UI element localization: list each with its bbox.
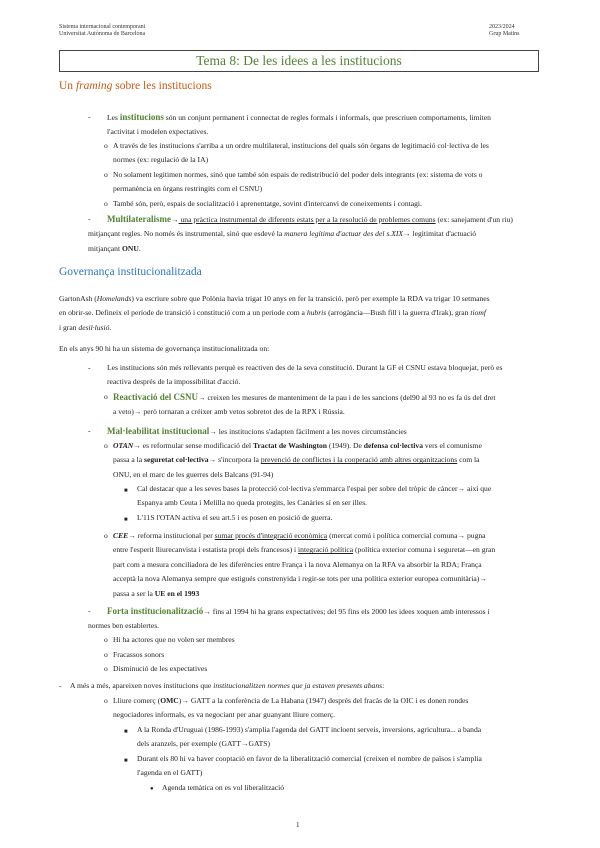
item-new-institutions: A més a més, apareixen noves institucions que institucionalitzen normes que ja estaven presents abans: — [70, 681, 385, 690]
header-right — [489, 24, 520, 38]
item-malleability: Mal·leabilitat institucional→ les institucions s'adapten fàcilment a les noves circumstàncies — [107, 426, 407, 436]
dash-bullet: - — [88, 606, 91, 615]
square-bullet: ■ — [124, 488, 128, 494]
sub-item-expectations: Disminució de les expectatives — [113, 664, 208, 673]
circle-bullet: o — [104, 141, 108, 150]
sub-sub-item-80s: Durant els 80 hi va haver cooptació en favor de la liberalització comercial (creixen el nombre de països i s'amplia l'agenda en el GATT) — [137, 754, 482, 778]
section-heading-framing: Un framing sobre les institucions — [59, 80, 212, 92]
sub-item-otan: OTAN→ es reformular sense modificació del Tractat de Washington (1949). De defensa col·lectiva vers el comunisme passa a la seguretat col·lectiva→ s'incorpora la prevenció de conflictes i la cooperació amb altres organitzacions com la ONU, en el marc de les guerres dels Balcans (91-94) — [113, 441, 482, 479]
dash-bullet: - — [88, 363, 91, 372]
circle-bullet: o — [104, 392, 108, 401]
circle-bullet: o — [104, 199, 108, 208]
circle-bullet: o — [104, 635, 108, 644]
circle-bullet: o — [104, 170, 108, 179]
disc-bullet: ● — [150, 786, 154, 792]
square-bullet: ■ — [124, 758, 128, 764]
sub-item-cee: CEE→ reforma institucional per sumar procés d'integració econòmica (mercat comú i política comercial comuna→ pugna entre l'esperit lliurecanvista i estatista propi dels francesos) i integració política (política exterior comuna i seguretat—en gran part com a mesura conciliadora de les diferències entre França i la nova Alemanya on la RFA va absorbir la RDA; França acceptà la nova Alemanya sempre que estigués constrenyida i regir-se tots per una política exterior europea comunitària)→ passa a ser la UE en el 1993 — [113, 531, 496, 598]
sub-sub-sub-item-agenda: Agenda temàtica on es vol liberalització — [162, 783, 285, 792]
page-title: Tema 8: De les idees a les institucions — [59, 50, 539, 72]
header-group: Grup Matins — [489, 31, 520, 38]
sub-item-free-trade: Lliure comerç (OMC)→ GATT a la conferència de La Habana (1947) després del fracàs de la OIC i es donen rondes negociadores informals, es va negociant per anar guanyant lliure comerç. — [113, 696, 469, 720]
section-heading-governance: Governança institucionalitzada — [59, 266, 202, 278]
paragraph-90s: En els anys 90 hi ha un sistema de governança institucionalitzada on: — [59, 344, 270, 353]
circle-bullet: o — [104, 696, 108, 705]
dash-bullet: - — [88, 426, 91, 435]
circle-bullet: o — [104, 531, 108, 540]
paragraph-institutions: Les institucions són un conjunt permanent i connectat de regles formals i informals, que prescriuen comportaments, limiten l'activitat i modelen expectatives. — [107, 112, 491, 137]
sub-item-socialization: També són, però, espais de socialització i aprenentatge, sovint d'intercanvi de coneixements i contagi. — [113, 199, 422, 208]
header-course: Sistema internacional contemporani — [59, 24, 146, 30]
sub-item-non-members: Hi ha actores que no volen ser membres — [113, 635, 235, 644]
circle-bullet: o — [104, 650, 108, 659]
item-reactivation: Les institucions són més rellevants perquè es reactiven des de la seva constitució. Durant la GF el CSNU estava bloquejat, però es reactiva després de la impossibilitat d'acció. — [107, 363, 503, 387]
circle-bullet: o — [104, 664, 108, 673]
circle-bullet: o — [104, 441, 108, 450]
page-number: 1 — [296, 821, 300, 829]
square-bullet: ■ — [124, 729, 128, 735]
header-left — [59, 24, 145, 38]
item-strong-institutionalization: Forta institucionalització→ fins al 1994 hi ha grans expectatives; del 95 fins els 2000 les idees xoquen amb interessos i normes ben establertes. — [88, 606, 490, 631]
sub-sub-item-11s: L'11S l'OTAN activa el seu art.5 i es posen en posició de guerra. — [137, 513, 333, 522]
dash-bullet: - — [59, 681, 62, 690]
sub-sub-item-uruguay: A la Ronda d'Uruguai (1986-1993) s'amplia l'agenda del GATT incloent serveis, inversions, agricultura... a banda dels aranzels, per exemple (GATT→GATS) — [137, 725, 482, 749]
sub-item-failures: Fracassos sonors — [113, 650, 165, 659]
header-year: 2023/2024 — [489, 24, 515, 30]
sub-sub-item-cancer: Cal destacar que a les seves bases la protecció col·lectiva s'emmarca l'espai per sobre del tròpic de càncer→ així que Espanya amb Ceuta i Melilla no queda protegits, les Canàries sí en ser illes. — [137, 484, 492, 508]
dash-bullet: - — [88, 112, 91, 121]
paragraph-multilateralism: Multilateralisme→ una pràctica instrumental de diferents estats per a la resolució de problemes comuns (ex: sanejament d'un riu) mitjançant regles. No només és instrumental, sinó que esdevé la manera legítima d'actuar des del s.XIX→ legitimitat d'actuació mitjançant ONU. — [88, 214, 513, 253]
header-university: Universitat Autònoma de Barcelona — [59, 31, 146, 38]
square-bullet: ■ — [124, 517, 128, 523]
paragraph-garton-ash: GartonAsh (Homelands) va escriure sobre que Polònia havia trigat 10 anys en fer la transició, però per exemple la RDA va trigar 10 setmanes en obrir-se. Defineix el període de transició i constitució com a un període com a hubris (arrogància—Bush fill i la guerra d'Irak), gran tiomf i gran desil·lusió. — [59, 294, 490, 332]
sub-item-csnu: Reactivació del CSNU→ creixen les mesures de manteniment de la pau i de les sancions (del90 al 93 no es fa ús del dret a veto)→ però tornaran a créixer amb vetos sobretot des de la RPX i Rússia. — [113, 392, 496, 417]
dash-bullet: - — [88, 214, 91, 223]
sub-item-legitimation: No solament legitimen normes, sinó que també són espais de redistribució del poder dels integrants (ex: sistema de vots o permanència en òrgans restringits com el CSNU) — [113, 170, 483, 194]
sub-item-multilateral-order: A través de les institucions s'arriba a un ordre multilateral, institucions del quals són òrgans de legitimació col·lectiva de les normes (ex: regulació de la IA) — [113, 141, 489, 165]
